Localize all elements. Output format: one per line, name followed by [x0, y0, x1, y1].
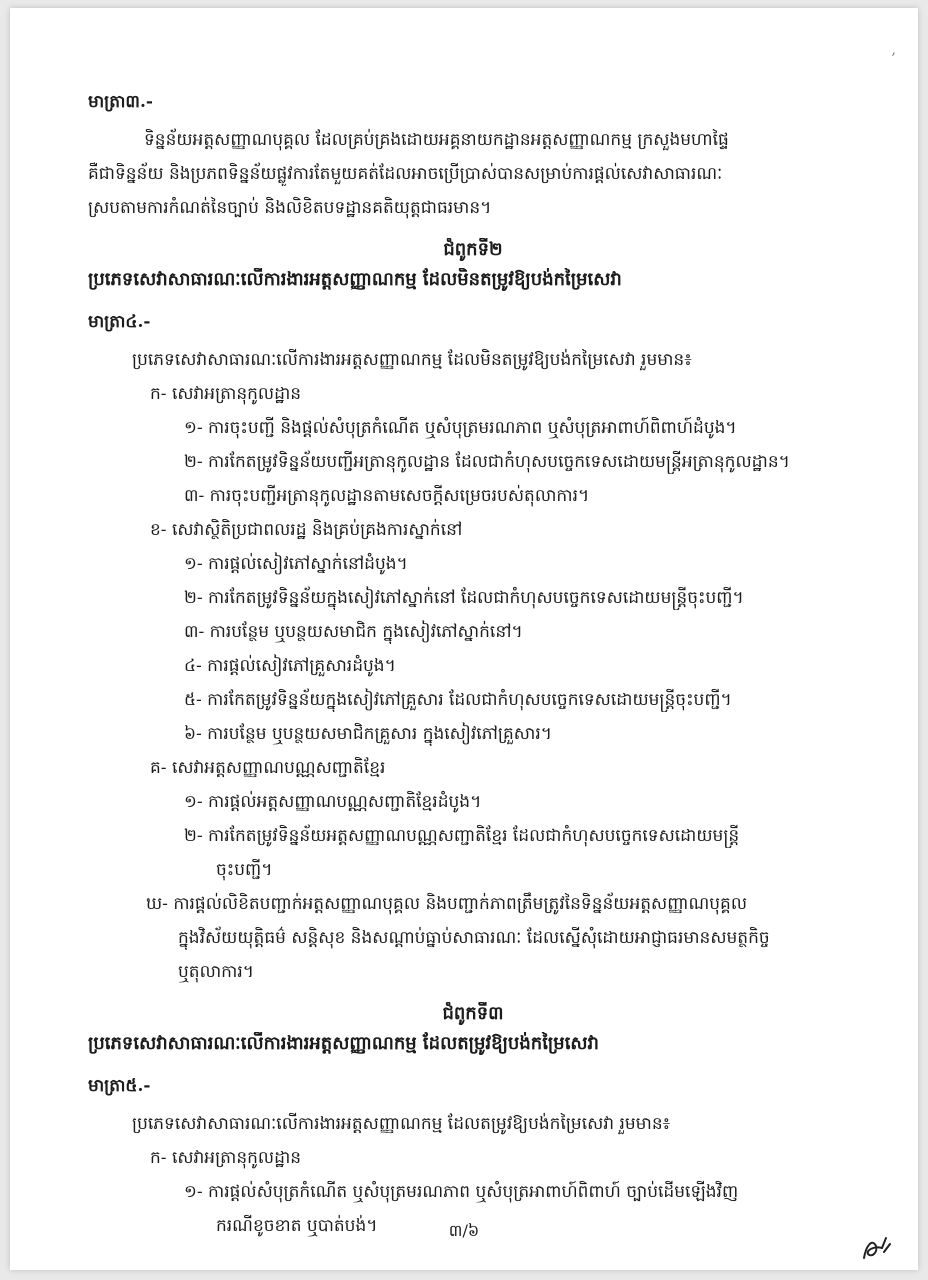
article-4-intro: ប្រភេទសេវាសាធារណៈលើការងារអត្តសញ្ញាណកម្ម ដែលមិនតម្រូវឱ្យបង់កម្រៃសេវា រួមមាន៖	[132, 350, 692, 370]
section-kha-item-2: ២- ការកែតម្រូវទិន្នន័យក្នុងសៀវភៅស្នាក់នៅ ដែលជាកំហុសបច្ចេកទេសដោយមន្ត្រីចុះបញ្ជី។	[184, 588, 744, 608]
section-ka-item-1: ១- ការចុះបញ្ជី និងផ្តល់សំបុត្រកំណើត ឬសំបុត្រមរណភាព ឬសំបុត្រអាពាហ៍ពិពាហ៍ដំបូង។	[184, 418, 737, 438]
section-ko-item-1: ១- ការផ្តល់អត្តសញ្ញាណបណ្ណសញ្ជាតិខ្មែរដំបូង។	[184, 792, 482, 812]
chapter-3-title: ជំពូកទី៣	[442, 1003, 504, 1024]
article-5-heading: មាត្រា៥.-	[88, 1076, 151, 1096]
page-number: ៣/៦	[448, 1221, 480, 1240]
document-page	[10, 8, 918, 1270]
section-ya-line-2: ក្នុងវិស័យយុត្តិធម៌ សន្តិសុខ និងសណ្តាប់ធ្នាប់សាធារណៈ ដែលស្នើសុំដោយអាជ្ញាធរមានសមត្ថកិច្ច	[178, 928, 770, 948]
article-3-heading: មាត្រា៣.-	[88, 92, 153, 112]
section-ko-heading: គ- សេវាអត្តសញ្ញាណបណ្ណសញ្ជាតិខ្មែរ	[150, 758, 386, 778]
section-ya-line-1: ឃ- ការផ្តល់លិខិតបញ្ជាក់អត្តសញ្ញាណបុគ្គល និងបញ្ជាក់ភាពត្រឹមត្រូវនៃទិន្នន័យអត្តសញ្ញាណបុគ្គល	[146, 894, 748, 914]
chapter-2-title: ជំពូកទី២	[443, 239, 503, 260]
section-ya-line-3: ឬតុលាការ។	[178, 962, 254, 982]
section-ko-item-2: ២- ការកែតម្រូវទិន្នន័យអត្តសញ្ញាណបណ្ណសញ្ជាតិខ្មែរ ដែលជាកំហុសបច្ចេកទេសដោយមន្ត្រី	[184, 826, 740, 846]
section-kha-item-1: ១- ការផ្តល់សៀវភៅស្នាក់នៅដំបូង។	[184, 554, 408, 574]
section-kha-item-6: ៦- ការបន្ថែម ឬបន្ថយសមាជិកគ្រួសារ ក្នុងសៀវភៅគ្រួសារ។	[184, 724, 552, 744]
article-5-section-ka-heading: ក- សេវាអត្រានុកូលដ្ឋាន	[150, 1148, 302, 1168]
initials-signature	[856, 1228, 896, 1268]
section-ka-item-3: ៣- ការចុះបញ្ជីអត្រានុកូលដ្ឋានតាមសេចក្តីសម្រេចរបស់តុលាការ។	[184, 486, 590, 506]
section-ko-item-2-continued: ចុះបញ្ជី។	[216, 860, 273, 880]
article-3-line-1: ទិន្នន័យអត្តសញ្ញាណបុគ្គល ដែលគ្រប់គ្រងដោយអគ្គនាយកដ្ឋានអត្តសញ្ញាណកម្ម ក្រសួងមហាផ្ទៃ	[144, 130, 729, 150]
section-ka-item-2: ២- ការកែតម្រូវទិន្នន័យបញ្ជីអត្រានុកូលដ្ឋាន ដែលជាកំហុសបច្ចេកទេសដោយមន្ត្រីអត្រានុកូលដ្ឋាន។	[184, 452, 790, 472]
article-4-heading: មាត្រា៤.-	[88, 312, 151, 332]
corner-mark: ,	[891, 42, 896, 58]
section-kha-item-5: ៥- ការកែតម្រូវទិន្នន័យក្នុងសៀវភៅគ្រួសារ ដែលជាកំហុសបច្ចេកទេសដោយមន្ត្រីចុះបញ្ជី។	[184, 690, 732, 710]
article-3-line-3: ស្របតាមការកំណត់នៃច្បាប់ និងលិខិតបទដ្ឋានគតិយុត្តជាធរមាន។	[88, 198, 492, 218]
document-body	[88, 90, 858, 1248]
section-kha-item-4: ៤- ការផ្តល់សៀវភៅគ្រួសារដំបូង។	[184, 656, 396, 676]
section-kha-heading: ខ- សេវាស្ថិតិប្រជាពលរដ្ឋ និងគ្រប់គ្រងការស្នាក់នៅ	[150, 520, 463, 540]
section-ka-heading: ក- សេវាអត្រានុកូលដ្ឋាន	[150, 384, 302, 404]
article-5-intro: ប្រភេទសេវាសាធារណៈលើការងារអត្តសញ្ញាណកម្ម ដែលតម្រូវឱ្យបង់កម្រៃសេវា រួមមាន៖	[132, 1114, 671, 1134]
article-3-line-2: គឺជាទិន្នន័យ និងប្រភពទិន្នន័យផ្លូវការតែមួយគត់ដែលអាចប្រើប្រាស់បានសម្រាប់ការផ្តល់សេវាសាធារណៈ	[88, 164, 723, 184]
section-kha-item-3: ៣- ការបន្ថែម ឬបន្ថយសមាជិក ក្នុងសៀវភៅស្នាក់នៅ។	[184, 622, 523, 642]
chapter-2-subtitle: ប្រភេទសេវាសាធារណៈលើការងារអត្តសញ្ញាណកម្ម ដែលមិនតម្រូវឱ្យបង់កម្រៃសេវា	[88, 269, 622, 290]
chapter-3-subtitle: ប្រភេទសេវាសាធារណៈលើការងារអត្តសញ្ញាណកម្ម ដែលតម្រូវឱ្យបង់កម្រៃសេវា	[88, 1033, 599, 1054]
article-5-section-ka-item-1-continued: ករណីខូចខាត ឬបាត់បង់។	[216, 1216, 378, 1236]
article-5-section-ka-item-1: ១- ការផ្តល់សំបុត្រកំណើត ឬសំបុត្រមរណភាព ឬសំបុត្រអាពាហ៍ពិពាហ៍ ច្បាប់ដើមឡើងវិញ	[184, 1182, 739, 1202]
